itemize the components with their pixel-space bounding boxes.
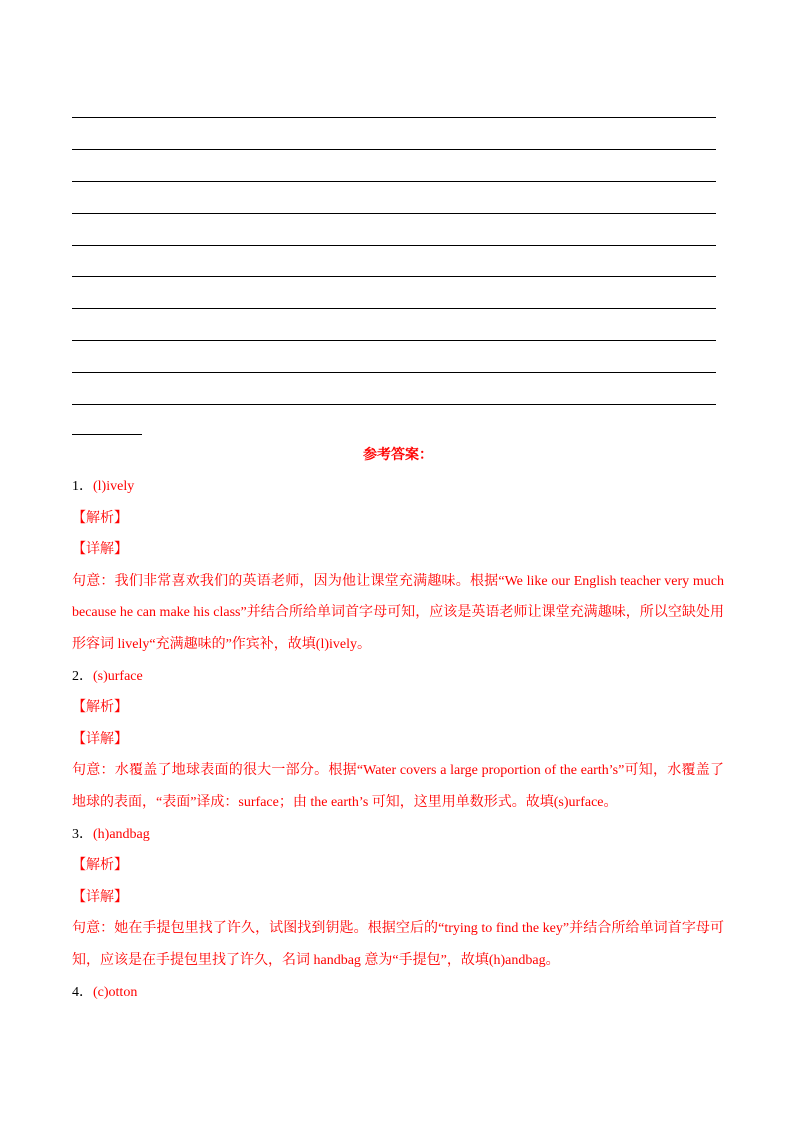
explanation-line: 知，应该是在手提包里找了许久，名词 handbag 意为“手提包”，故填(h)andbag。 bbox=[72, 952, 560, 968]
detail-tag: 【详解】 bbox=[72, 889, 128, 905]
analysis-tag: 【解析】 bbox=[72, 858, 128, 874]
item-answer: (s)urface bbox=[93, 668, 143, 684]
writing-line-short bbox=[72, 434, 142, 435]
writing-line bbox=[72, 117, 716, 118]
answer-item bbox=[72, 819, 724, 851]
analysis-tag: 【解析】 bbox=[72, 700, 128, 716]
writing-line bbox=[72, 404, 716, 405]
item-answer: (c)otton bbox=[93, 984, 138, 1000]
item-number: 2． bbox=[72, 668, 93, 684]
writing-line bbox=[72, 245, 716, 246]
writing-line bbox=[72, 149, 716, 150]
answer-section bbox=[72, 440, 724, 1008]
answer-item bbox=[72, 977, 724, 1009]
writing-line bbox=[72, 181, 716, 182]
writing-line bbox=[72, 213, 716, 214]
writing-line bbox=[72, 276, 716, 277]
answer-heading: 参考答案： bbox=[363, 448, 433, 463]
item-number: 4． bbox=[72, 984, 93, 1000]
item-number: 3． bbox=[72, 826, 93, 842]
analysis-tag: 【解析】 bbox=[72, 510, 128, 526]
item-answer: (h)andbag bbox=[93, 826, 150, 842]
writing-line bbox=[72, 308, 716, 309]
explanation-line: 形容词 lively“充满趣味的”作宾补，故填(l)ively。 bbox=[72, 636, 372, 652]
writing-line bbox=[72, 372, 716, 373]
writing-line bbox=[72, 340, 716, 341]
explanation-line: because he can make his class”并结合所给单词首字母可知，应该是英语老师让课堂充满趣味，所以空缺处用 bbox=[72, 605, 724, 621]
explanation-line: 句意：她在手提包里找了许久，试图找到钥匙。根据空后的“trying to find the key”并结合所给单词首字母可 bbox=[72, 921, 724, 937]
answer-item bbox=[72, 661, 724, 693]
item-number: 1． bbox=[72, 479, 93, 494]
detail-tag: 【详解】 bbox=[72, 542, 128, 558]
explanation-line: 句意：我们非常喜欢我们的英语老师，因为他让课堂充满趣味。根据“We like our English teacher very much bbox=[72, 573, 724, 589]
item-answer: (l)ively bbox=[93, 479, 135, 494]
explanation-line: 句意：水覆盖了地球表面的很大一部分。根据“Water covers a large proportion of the earth’s”可知，水覆盖了 bbox=[72, 763, 724, 779]
answer-item bbox=[72, 471, 724, 503]
detail-tag: 【详解】 bbox=[72, 731, 128, 747]
explanation-line: 地球的表面，“表面”译成：surface；由 the earth’s 可知，这里用单数形式。故填(s)urface。 bbox=[72, 794, 618, 810]
